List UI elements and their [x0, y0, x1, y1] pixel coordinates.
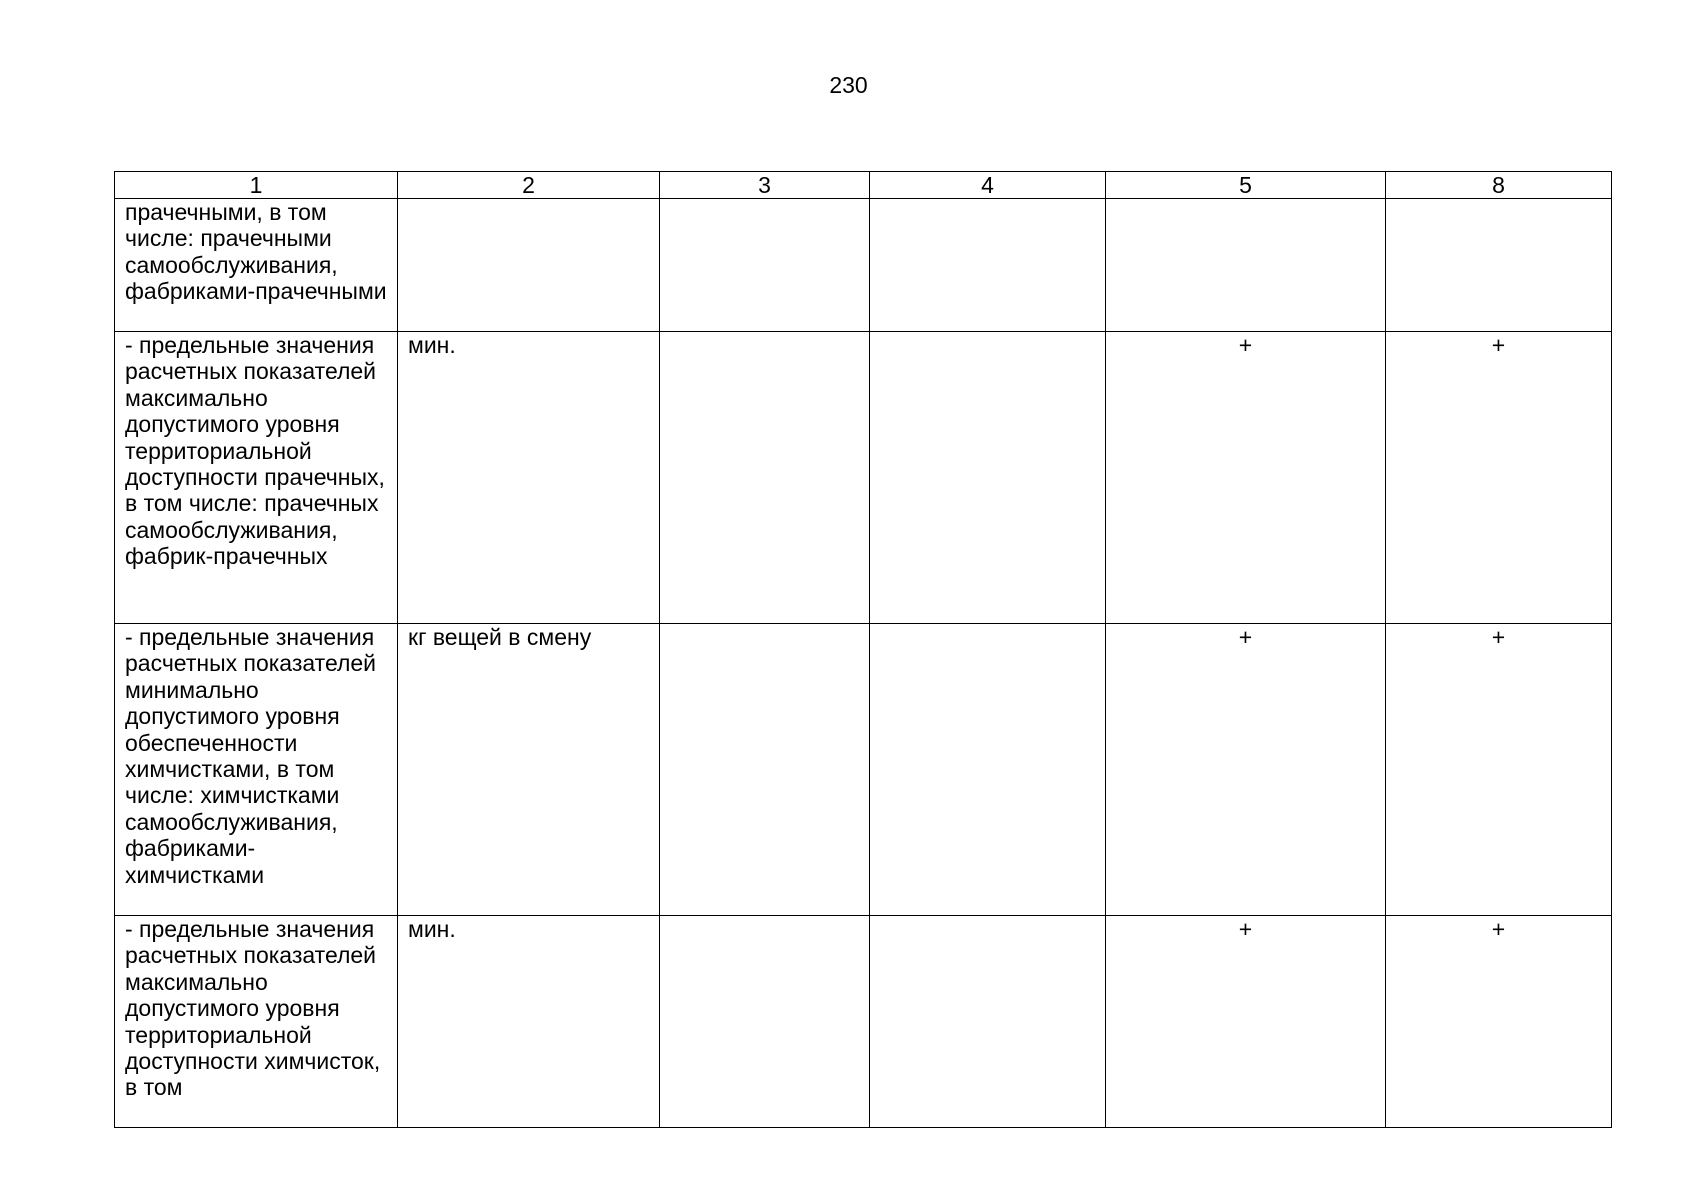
- col5-cell: [1106, 199, 1386, 332]
- col8-cell: +: [1386, 624, 1612, 916]
- indicator-name-cell: прачечными, в том числе: прачечными самообслуживания, фабриками-прачечными: [115, 199, 398, 332]
- col5-cell: +: [1106, 624, 1386, 916]
- column-header-2: 2: [398, 172, 660, 199]
- unit-cell: [398, 199, 660, 332]
- column-header-4: 4: [870, 172, 1106, 199]
- col3-cell: [660, 624, 870, 916]
- col5-cell: +: [1106, 916, 1386, 1128]
- indicator-table: [114, 171, 1612, 1128]
- col3-cell: [660, 332, 870, 624]
- col5-cell: +: [1106, 332, 1386, 624]
- table-row: [115, 624, 1612, 916]
- col8-cell: [1386, 199, 1612, 332]
- column-header-8: 8: [1386, 172, 1612, 199]
- col4-cell: [870, 332, 1106, 624]
- indicator-name-cell: - предельные значения расчетных показателей минимально допустимого уровня обеспеченности химчистками, в том числе: химчистками самообслуживания, фабриками-химчистками: [115, 624, 398, 916]
- col4-cell: [870, 916, 1106, 1128]
- table-row: [115, 199, 1612, 332]
- column-header-1: 1: [115, 172, 398, 199]
- column-header-5: 5: [1106, 172, 1386, 199]
- unit-cell: мин.: [398, 916, 660, 1128]
- unit-cell: мин.: [398, 332, 660, 624]
- col4-cell: [870, 199, 1106, 332]
- indicator-name-cell: - предельные значения расчетных показателей максимально допустимого уровня территориальной доступности химчисток, в том: [115, 916, 398, 1128]
- table-row: [115, 332, 1612, 624]
- col8-cell: +: [1386, 916, 1612, 1128]
- col3-cell: [660, 916, 870, 1128]
- column-header-3: 3: [660, 172, 870, 199]
- indicator-name-cell: - предельные значения расчетных показателей максимально допустимого уровня территориальной доступности прачечных, в том числе: прачечных самообслуживания, фабрик-прачечных: [115, 332, 398, 624]
- col4-cell: [870, 624, 1106, 916]
- table-header-row: [115, 172, 1612, 199]
- unit-cell: кг вещей в смену: [398, 624, 660, 916]
- col3-cell: [660, 199, 870, 332]
- col8-cell: +: [1386, 332, 1612, 624]
- table-row: [115, 916, 1612, 1128]
- page-number: 230: [829, 72, 868, 98]
